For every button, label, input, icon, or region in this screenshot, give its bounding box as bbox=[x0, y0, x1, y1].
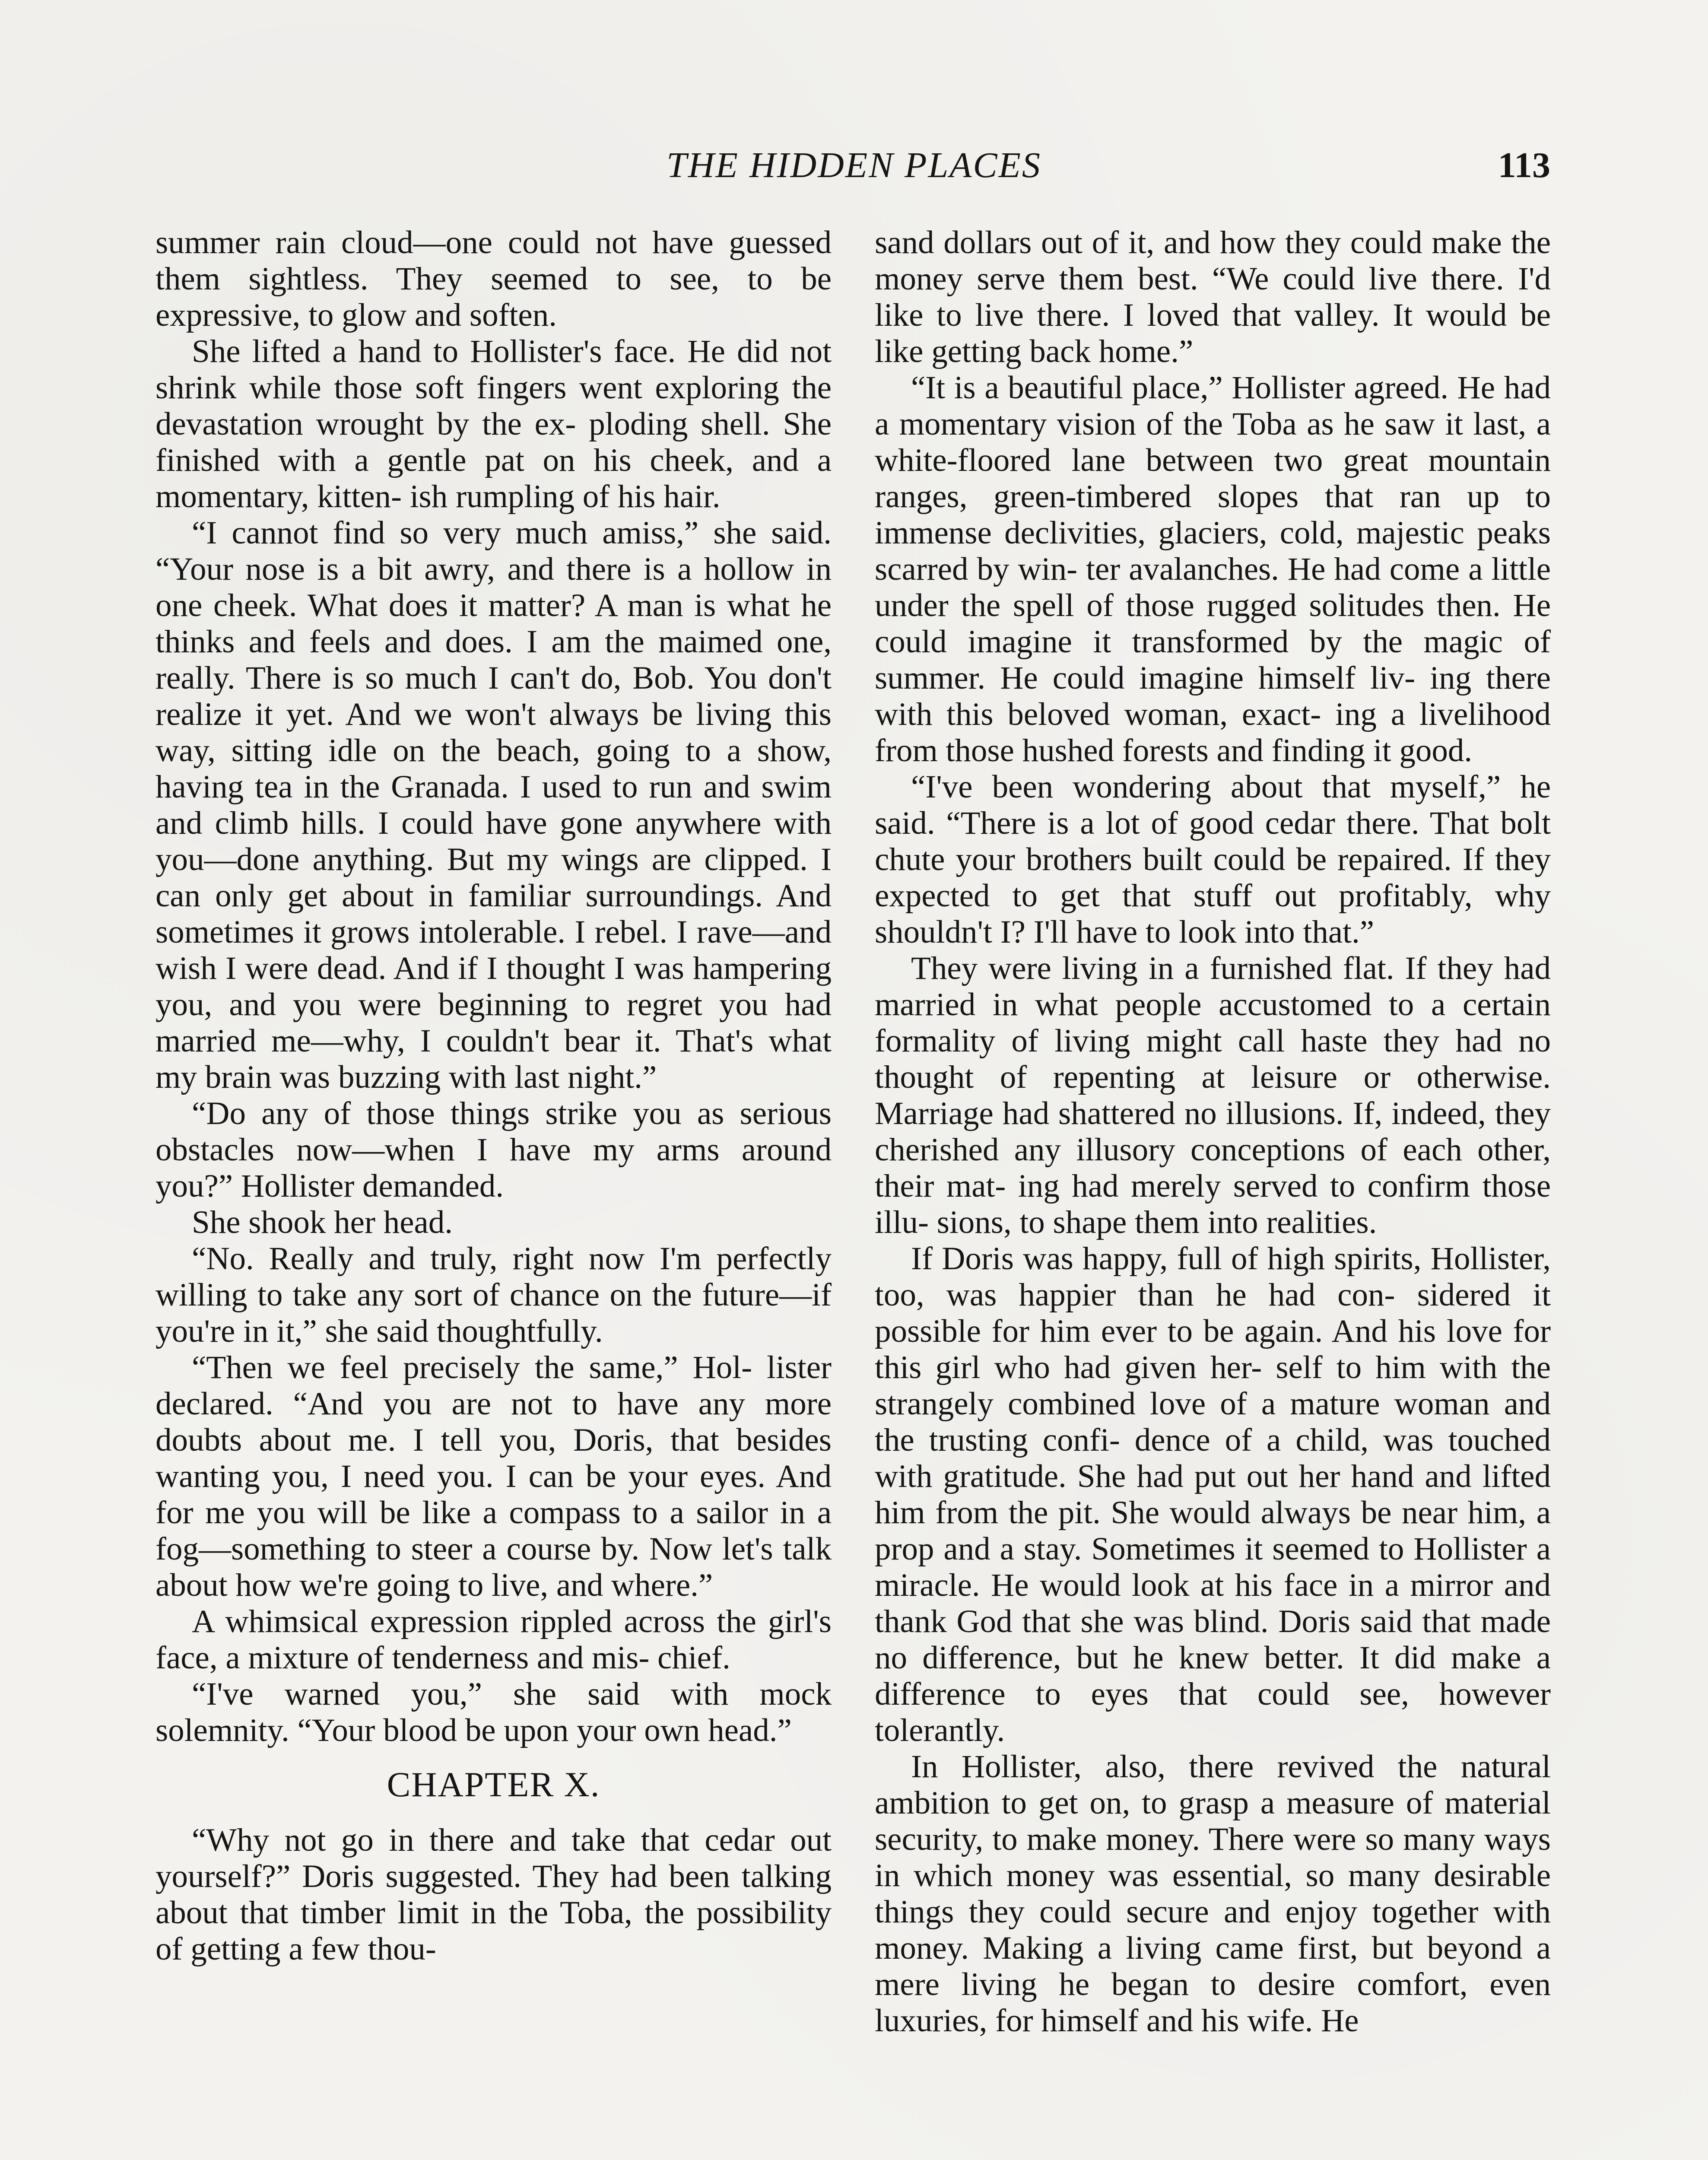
left-text-column bbox=[156, 225, 832, 1967]
running-head: THE HIDDEN PLACES bbox=[667, 145, 1041, 185]
paragraph: A whimsical expression rippled across the girl's face, a mixture of tenderness and mis- chief. bbox=[156, 1604, 832, 1676]
paragraph: “No. Really and truly, right now I'm perfectly willing to take any sort of chance on the future—if you're in it,” she said thoughtfully. bbox=[156, 1241, 832, 1349]
paragraph: She lifted a hand to Hollister's face. He did not shrink while those soft fingers went exploring the devastation wrought by the ex- ploding shell. She finished with a gentle pat on his cheek, and a momentary, kitten- ish rumpling of his hair. bbox=[156, 334, 832, 515]
paragraph: sand dollars out of it, and how they could make the money serve them best. “We could live there. I'd like to live there. I loved that valley. It would be like getting back home.” bbox=[875, 225, 1551, 369]
paragraph: “I've been wondering about that myself,” he said. “There is a lot of good cedar there. That bolt chute your brothers built could be repaired. If they expected to get that stuff out profitably, why shouldn't I? I'll have to look into that.” bbox=[875, 769, 1551, 950]
paragraph: “Do any of those things strike you as serious obstacles now—when I have my arms around you?” Hollister demanded. bbox=[156, 1096, 832, 1204]
paragraph: If Doris was happy, full of high spirits, Hollister, too, was happier than he had con- sidered it possible for him ever to be again. And his love for this girl who had given her- self to him with the strangely combined love of a mature woman and the trusting confi- dence of a child, was touched with gratitude. She had put out her hand and lifted him from the pit. She would always be near him, a prop and a stay. Sometimes it seemed to Hollister a miracle. He would look at his face in a mirror and thank God that she was blind. Doris said that made no difference, but he knew better. It did make a difference to eyes that could see, however tolerantly. bbox=[875, 1241, 1551, 1748]
paragraph: “I cannot find so very much amiss,” she said. “Your nose is a bit awry, and there is a hollow in one cheek. What does it matter? A man is what he thinks and feels and does. I am the maimed one, really. There is so much I can't do, Bob. You don't realize it yet. And we won't always be living this way, sitting idle on the beach, going to a show, having tea in the Granada. I used to run and swim and climb hills. I could have gone anywhere with you—done anything. But my wings are clipped. I can only get about in familiar surroundings. And sometimes it grows intolerable. I rebel. I rave—and wish I were dead. And if I thought I was hampering you, and you were beginning to regret you had married me—why, I couldn't bear it. That's what my brain was buzzing with last night.” bbox=[156, 515, 832, 1095]
paragraph: “Then we feel precisely the same,” Hol- lister declared. “And you are not to have any more doubts about me. I tell you, Doris, that besides wanting you, I need you. I can be your eyes. And for me you will be like a compass to a sailor in a fog—something to steer a course by. Now let's talk about how we're going to live, and where.” bbox=[156, 1350, 832, 1603]
chapter-heading: CHAPTER X. bbox=[387, 1765, 600, 1804]
paragraph: summer rain cloud—one could not have guessed them sightless. They seemed to see, to be expressive, to glow and soften. bbox=[156, 225, 832, 333]
page-header bbox=[0, 144, 1708, 192]
paragraph: “I've warned you,” she said with mock solemnity. “Your blood be upon your own head.” bbox=[156, 1676, 832, 1748]
paragraph: In Hollister, also, there revived the natural ambition to get on, to grasp a measure of material security, to make money. There were so many ways in which money was essential, so many desirable things they could secure and enjoy together with money. Making a living came first, but beyond a mere living he began to desire comfort, even luxuries, for himself and his wife. He bbox=[875, 1749, 1551, 2039]
paragraph: “It is a beautiful place,” Hollister agreed. He had a momentary vision of the Toba as he saw it last, a white-floored lane between two great mountain ranges, green-timbered slopes that ran up to immense declivities, glaciers, cold, majestic peaks scarred by win- ter avalanches. He had come a little under the spell of those rugged solitudes then. He could imagine it transformed by the magic of summer. He could imagine himself liv- ing there with this beloved woman, exact- ing a livelihood from those hushed forests and finding it good. bbox=[875, 370, 1551, 769]
paragraph: “Why not go in there and take that cedar out yourself?” Doris suggested. They had been talking about that timber limit in the Toba, the possibility of getting a few thou- bbox=[156, 1822, 832, 1967]
page-number: 113 bbox=[1498, 145, 1550, 185]
paragraph: She shook her head. bbox=[192, 1204, 453, 1240]
paragraph: They were living in a furnished flat. If they had married in what people accustomed to a certain formality of living might call haste they had no thought of repenting at leisure or otherwise. Marriage had shattered no illusions. If, indeed, they cherished any illusory conceptions of each other, their mat- ing had merely served to confirm those illu- sions, to shape them into realities. bbox=[875, 950, 1551, 1240]
right-text-column bbox=[875, 225, 1551, 2039]
